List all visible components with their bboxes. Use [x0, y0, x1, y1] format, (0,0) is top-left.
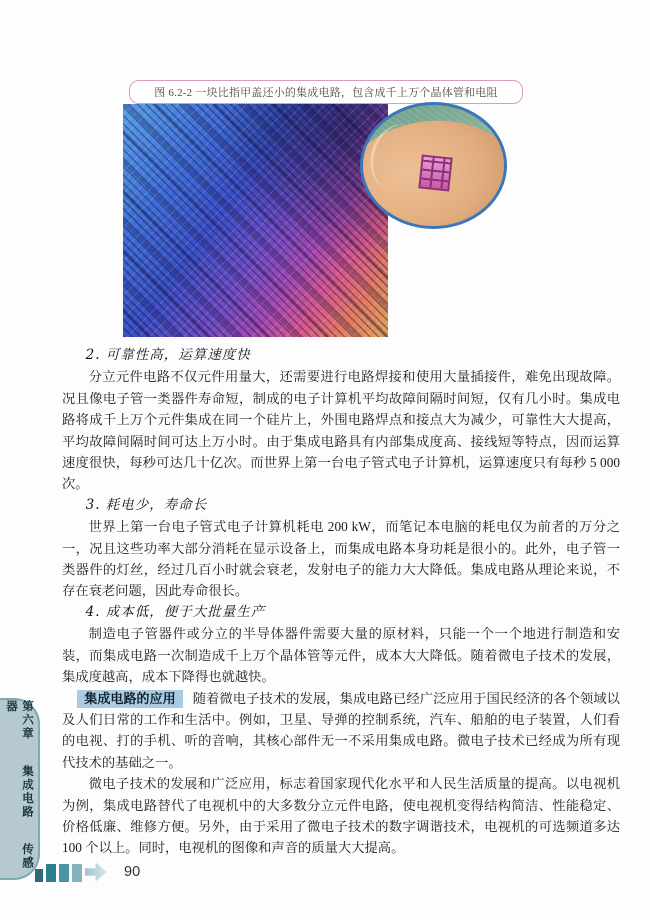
- section-heading-reliability: 2. 可靠性高，运算速度快: [85, 347, 251, 363]
- footer-bar-4: [72, 864, 82, 882]
- chapter-tab-text: [3, 700, 35, 878]
- section-body-reliability: 分立元件电路不仅元件用量大，还需要进行电路焊接和使用大量插接件，难免出现故障。况且像电子管一类器件寿命短，制成的电子计算机平均故障间隔时间短，仅有几小时。集成电路将成千上万个元件集成在同一个硅片上，外围电路焊点和接点大为减少，可靠性大大提高，平均故障间隔时间可达上万小时。由于集成电路具有内部集成度高、接线短等特点，因而运算速度很快，每秒可达几十亿次。而世界上第一台电子管式电子计算机，运算速度只有每秒 5 000 次。: [62, 369, 620, 492]
- chapter-title-part1: 集成电路: [21, 764, 33, 819]
- application-paragraph: [62, 688, 620, 774]
- section-body-cost: 制造电子管器件或分立的半导体器件需要大量的原材料，只能一个一个地进行制造和安装，而集成电路一次制造成千上万个晶体管等元件，成本大大降低。随着微电子技术的发展，集成度越高，成本下降得也就越快。: [62, 626, 620, 685]
- section-body-power: 世界上第一台电子管式电子计算机耗电 200 kW，而笔记本电脑的耗电仅为前者的万分之一，况且这些功率大部分消耗在显示设备上，而集成电路本身功耗是很小的。此外，电子管一类器件的灯丝，经过几百小时就会衰老，发射电子的能力大大降低。集成电路从理论来说，不存在衰老问题，因此寿命很长。: [62, 519, 620, 599]
- footer-bar-3: [59, 864, 69, 882]
- page-number: 90: [124, 864, 141, 880]
- footer-bar-1: [35, 869, 43, 882]
- integrated-circuit-chip: [418, 154, 452, 191]
- figure-caption: 图 6.2-2 一块比指甲盖还小的集成电路，包含成千上万个晶体管和电阻: [154, 87, 498, 99]
- chip-on-fingertip-inset: [360, 102, 507, 229]
- footer-bar-2: [46, 864, 56, 882]
- topic-highlight-label: 集成电路的应用: [77, 690, 182, 708]
- main-text: [62, 345, 620, 859]
- chapter-title-part2: 传感器: [5, 700, 33, 870]
- application-intro-text: 随着微电子技术的发展，集成电路已经广泛应用于国民经济的各个领域以及人们日常的工作和生活中。例如，卫星、导弹的控制系统，汽车、船舶的电子装置，人们看的电视、打的手机、听的音响，其核心部件无一不采用集成电路。微电子技术已经成为所有现代技术的基础之一。: [62, 690, 620, 770]
- page-arrow-icon: [85, 863, 107, 882]
- figure-6-2-2: [123, 102, 515, 338]
- page-footer: [35, 862, 140, 882]
- chapter-side-tab: [0, 698, 40, 880]
- figure-caption-box: [129, 80, 523, 104]
- application-paragraph-2: 微电子技术的发展和广泛应用，标志着国家现代化水平和人民生活质量的提高。以电视机为例，集成电路替代了电视机中的大多数分立元件电路，使电视机变得结构简洁、性能稳定、价格低廉、维修方便。另外，由于采用了微电子技术的数字调谐技术，电视机的可选频道多达 100 个以上。同时，电视机的图像和声音的质量大大提高。: [62, 776, 620, 856]
- chapter-number: 第六章: [21, 700, 33, 741]
- section-heading-power: 3. 耗电少，寿命长: [85, 496, 208, 513]
- section-heading-cost: 4. 成本低，便于大批量生产: [85, 603, 266, 620]
- circuit-board-photo: [123, 104, 388, 337]
